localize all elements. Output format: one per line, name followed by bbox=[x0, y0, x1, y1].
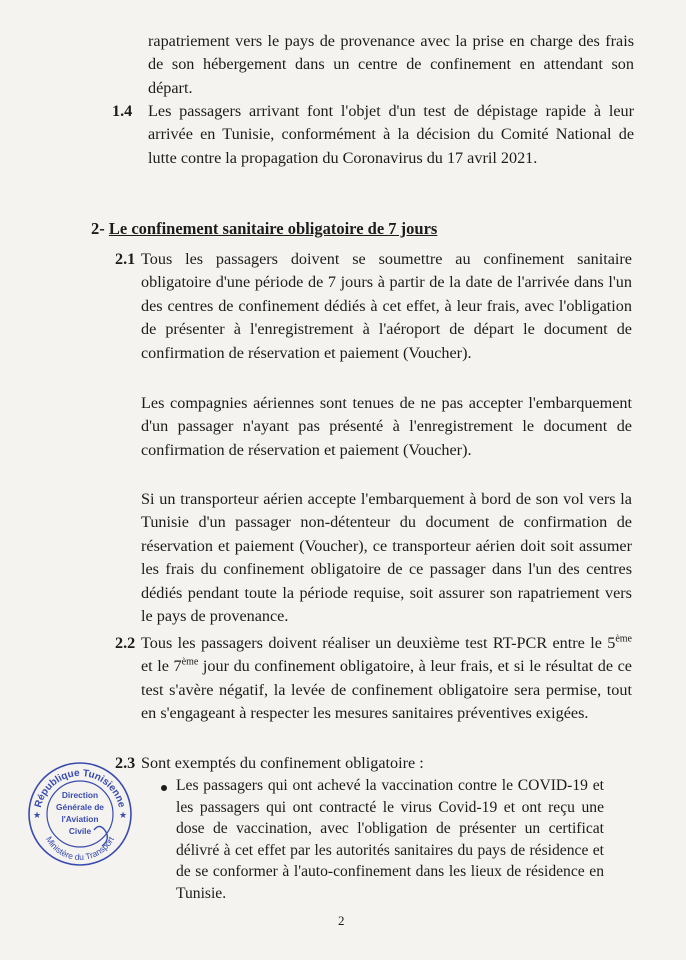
stamp-line-3: l'Aviation bbox=[61, 814, 99, 824]
stamp-line-4: Civile bbox=[68, 826, 92, 836]
section-1-4-paragraph: Les passagers arrivant font l'objet d'un test de dépistage rapide à leur arrivée en Tunisie, conformément à la décision du Comité National de lutte contre la propagation du Coronavirus du 17 avril 2021. bbox=[148, 102, 634, 167]
bullet-dot bbox=[161, 785, 167, 791]
stamp-ring-top: République Tunisienne bbox=[32, 767, 127, 809]
section-2-1-paragraph-1: Tous les passagers doivent se soumettre au confinement sanitaire obligatoire d'une période de 7 jours à partir de la date de l'arrivée dans l'un des centres de confinement dédiés à cet effet, à leur frais, avec l'obligation de présenter à l'enregistrement à l'aéroport de départ le document de confirmation de réservation et paiement (Voucher). bbox=[141, 250, 632, 362]
section-2-3-number: 2.3 bbox=[115, 754, 136, 772]
section-2-2-sup-1: ème bbox=[615, 633, 632, 645]
section-2-1-paragraph-2: Les compagnies aériennes sont tenues de ne pas accepter l'embarquement d'un passager n'ayant pas présenté à l'enregistrement le document de confirmation de réservation et paiement (Voucher). bbox=[141, 394, 632, 459]
section-2-3-bullet-1: Les passagers qui ont achevé la vaccination contre le COVID-19 et les passagers qui ont contracté le virus Covid-19 et ont reçu une dose de vaccination, avec l'obligation de présenter un certificat délivré à cet effet par les autorités sanitaires du pays de résidence et de se conformer à l'auto-confinement dans les lieux de résidence en Tunisie. bbox=[176, 777, 604, 902]
stamp-line-2: Générale de bbox=[56, 802, 104, 812]
section-2-2-paragraph bbox=[141, 632, 632, 726]
section-2-2-text-c: jour du confinement obligatoire, à leur frais, et si le résultat de ce test s'avère négatif, la levée de confinement obligatoire sera permise, tout en s'engageant à respecter les mesures sanitaires préventives exigées. bbox=[141, 657, 632, 723]
official-stamp bbox=[26, 760, 134, 868]
section-2-2-text-a: Tous les passagers doivent réaliser un deuxième test RT-PCR entre le 5 bbox=[141, 634, 616, 652]
section-2-2-number: 2.2 bbox=[115, 634, 136, 652]
stamp-line-1: Direction bbox=[61, 790, 99, 800]
section-2-3-intro: Sont exemptés du confinement obligatoire : bbox=[141, 754, 424, 772]
stamp-star-right-icon: ★ bbox=[119, 811, 128, 821]
section-2-2-sup-2: ème bbox=[181, 657, 199, 669]
intro-tail-paragraph: rapatriement vers le pays de provenance avec la prise en charge des frais de son hébergement dans un centre de confinement en attendant son départ. bbox=[148, 32, 634, 97]
section-2-number: 2- bbox=[91, 219, 105, 238]
page-number: 2 bbox=[338, 913, 345, 928]
section-2-1-number: 2.1 bbox=[115, 250, 136, 268]
section-1-4-number: 1.4 bbox=[112, 102, 133, 120]
stamp-ring-bottom: Ministère du Transport bbox=[43, 834, 116, 863]
stamp-star-left-icon: ★ bbox=[33, 811, 42, 821]
section-2-title: Le confinement sanitaire obligatoire de 7 jours bbox=[108, 219, 438, 238]
section-2-2-text-b: et le 7 bbox=[141, 657, 182, 676]
section-2-1-paragraph-3: Si un transporteur aérien accepte l'embarquement à bord de son vol vers la Tunisie d'un passager non-détenteur du document de confirmation de réservation et paiement (Voucher), ce transporteur aérien doit soit assumer les frais du confinement obligatoire de ce passager dans l'un des centres dédiés pendant toute la période requise, soit assurer son rapatriement vers le pays de provenance. bbox=[141, 490, 632, 626]
section-2-heading bbox=[91, 218, 437, 240]
